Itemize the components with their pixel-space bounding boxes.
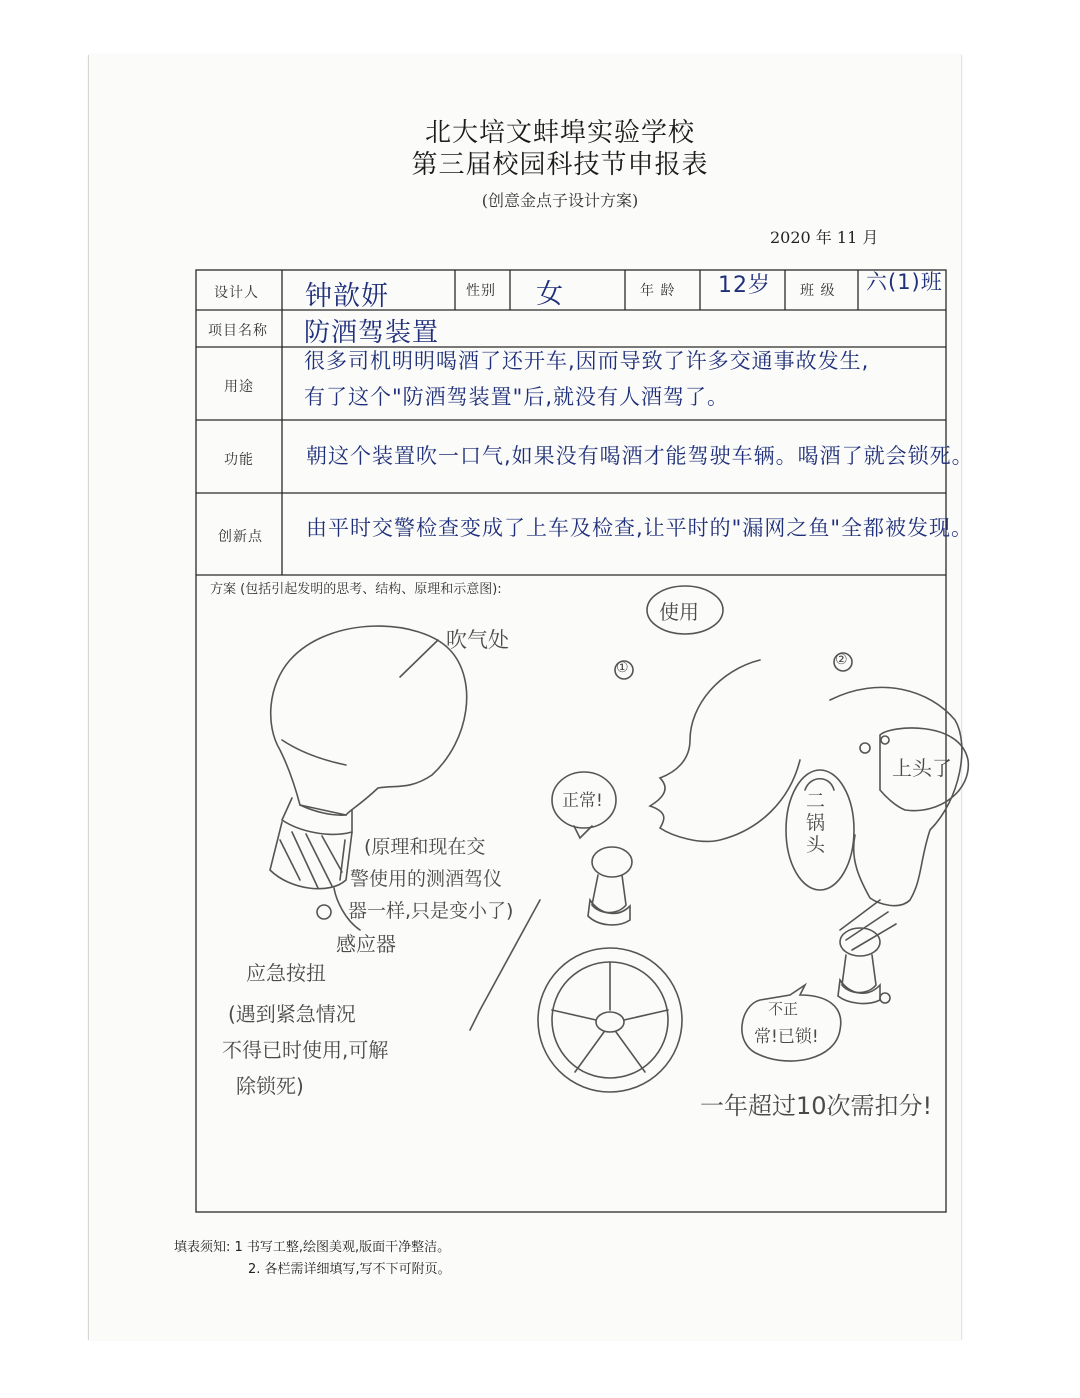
class-label: 班 级 [800, 283, 836, 299]
emergency-line-2: 不得已时使用,可解 [222, 1038, 389, 1062]
age-value: 12岁 [718, 273, 771, 298]
footer-note-2: 2. 各栏需详细填写,写不下可附页。 [248, 1262, 451, 1277]
purpose-label: 用途 [224, 379, 254, 395]
function-value: 朝这个装置吹一口气,如果没有喝酒才能驾驶车辆。喝酒了就会锁死。 [306, 444, 974, 468]
emergency-line-3: 除锁死) [236, 1074, 304, 1098]
principle-line-1: (原理和现在交 [364, 836, 486, 858]
bottle-label: 二锅头 [806, 790, 826, 856]
form-title: 第三届校园科技节申报表 [411, 150, 709, 180]
abnormal-line-2: 常!已锁! [754, 1027, 819, 1047]
penalty-note: 一年超过10次需扣分! [700, 1092, 933, 1120]
form-subtitle: (创意金点子设计方案) [481, 191, 639, 210]
innovation-value: 由平时交警检查变成了上车及检查,让平时的"漏网之鱼"全都被发现。 [306, 516, 973, 540]
form-date: 2020 年 11 月 [770, 228, 879, 247]
innovation-label: 创新点 [218, 529, 263, 545]
designer-label: 设计人 [214, 285, 259, 301]
step-2-label: ② [835, 652, 848, 668]
age-label: 年 龄 [640, 283, 676, 299]
blow-here-label: 吹气处 [446, 628, 509, 652]
abnormal-line-1: 不正 [768, 1000, 799, 1018]
school-name: 北大培文蚌埠实验学校 [424, 118, 695, 148]
gender-value: 女 [536, 279, 564, 310]
function-label: 功能 [224, 452, 254, 468]
project-name-value: 防酒驾装置 [304, 318, 440, 348]
emergency-button-label: 应急按扭 [246, 961, 326, 985]
emergency-line-1: (遇到紧急情况 [228, 1002, 356, 1026]
plan-label: 方案 (包括引起发明的思考、结构、原理和示意图): [210, 582, 502, 597]
purpose-line-1: 很多司机明明喝酒了还开车,因而导致了许多交通事故发生, [304, 349, 870, 373]
designer-value: 钟歆妍 [305, 281, 389, 312]
usage-label: 使用 [659, 600, 699, 624]
principle-line-3: 器一样,只是变小了) [348, 900, 514, 922]
project-name-label: 项目名称 [208, 323, 268, 339]
normal-label: 正常! [562, 791, 603, 811]
high-label: 上头了 [892, 756, 952, 780]
sensor-label: 感应器 [336, 932, 396, 956]
class-value: 六(1)班 [866, 270, 943, 294]
step-1-label: ① [616, 660, 629, 676]
gender-label: 性别 [466, 283, 496, 299]
purpose-line-2: 有了这个"防酒驾装置"后,就没有人酒驾了。 [304, 385, 729, 409]
principle-line-2: 警使用的测酒驾仪 [350, 868, 503, 890]
footer-note-1: 填表须知: 1 书写工整,绘图美观,版面干净整洁。 [174, 1240, 451, 1255]
